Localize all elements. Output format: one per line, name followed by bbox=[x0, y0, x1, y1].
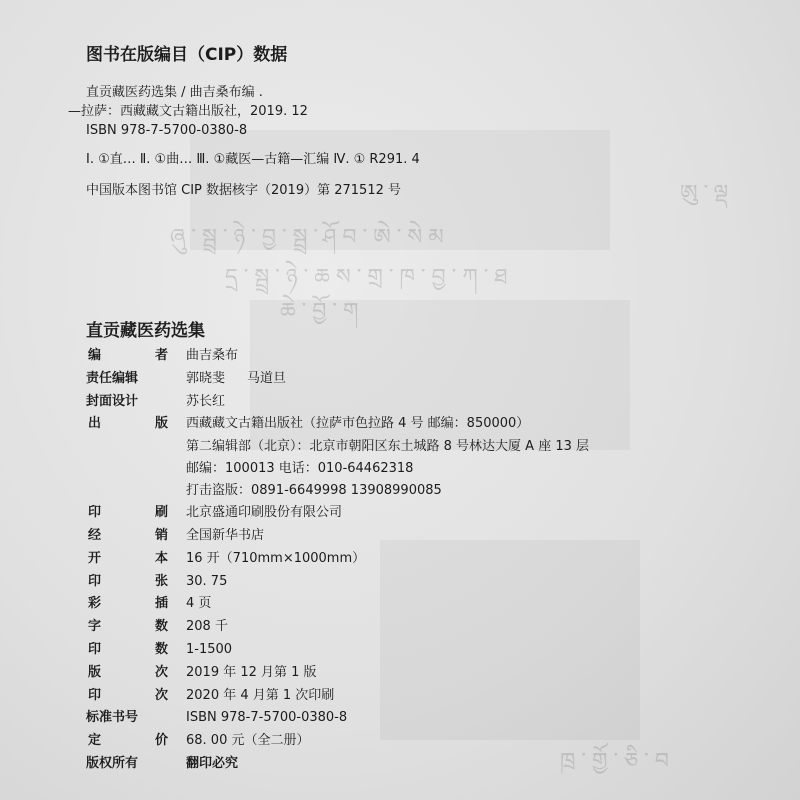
info-row-format bbox=[86, 548, 589, 571]
info-value: 2020 年 4 月第 1 次印刷 bbox=[186, 687, 335, 703]
info-row-sheets bbox=[86, 571, 589, 594]
info-value: 邮编：100013 电话：010-64462318 bbox=[186, 461, 414, 477]
info-label: 印 数 bbox=[88, 641, 168, 657]
cip-isbn-line: ISBN 978-7-5700-0380-8 bbox=[86, 123, 248, 138]
info-value: 1-1500 bbox=[186, 641, 233, 657]
info-label: 印 刷 bbox=[88, 505, 168, 521]
info-label: 印 次 bbox=[88, 687, 168, 703]
info-label: 出 版 bbox=[88, 416, 168, 432]
info-value: 翻印必究 bbox=[186, 755, 239, 771]
show-through-script: ཆེ་བྱོ་ག bbox=[280, 299, 365, 324]
book-title: 直贡藏医药选集 bbox=[86, 321, 205, 341]
info-row-publisher-cont bbox=[86, 480, 589, 502]
cip-title: 图书在版编目（CIP）数据 bbox=[86, 45, 288, 65]
info-value: 30. 75 bbox=[186, 573, 228, 589]
info-value: 68. 00 元（全二册） bbox=[186, 733, 310, 749]
cip-book-line: 直贡藏医药选集 / 曲吉桑布编 . bbox=[86, 85, 263, 100]
info-row-word-count bbox=[86, 616, 589, 639]
cip-record-line: 中国版本图书馆 CIP 数据核字（2019）第 271512 号 bbox=[86, 183, 401, 198]
info-value: 打击盗版：0891-6649998 13908990085 bbox=[186, 483, 442, 499]
info-row-editor bbox=[86, 345, 589, 368]
show-through-script: ཨུ་ལྡ bbox=[680, 181, 735, 206]
info-label: 开 本 bbox=[88, 550, 168, 566]
info-value: 第二编辑部（北京）：北京市朝阳区东土城路 8 号林达大厦 A 座 13 层 bbox=[186, 439, 590, 455]
show-through-script: ཞུ་སྦྲ་ཉེ་བྱ་སྦྲ་ཤོབ་ཨེ་སེམ bbox=[170, 225, 450, 250]
info-value: 16 开（710mm×1000mm） bbox=[186, 550, 366, 566]
info-row-impression bbox=[86, 685, 589, 708]
info-row-print-run bbox=[86, 639, 589, 662]
info-label: 字 数 bbox=[88, 619, 168, 635]
info-value: 郭晓斐 bbox=[186, 370, 226, 386]
info-label: 责任编辑 bbox=[86, 370, 139, 386]
show-through-script: དྲ་སྦྲ་ཉེ་ཆས་གྲ་ཁ་བྱ་ཀ་ཐ bbox=[225, 265, 514, 290]
info-row-publisher-cont bbox=[86, 458, 589, 480]
info-row-copyright bbox=[86, 753, 589, 776]
info-label: 经 销 bbox=[88, 527, 168, 543]
publication-info bbox=[86, 345, 589, 776]
info-label: 标准书号 bbox=[86, 710, 139, 726]
cip-block bbox=[68, 40, 420, 200]
info-row-publisher-cont bbox=[86, 436, 589, 458]
info-row-edition bbox=[86, 662, 589, 685]
info-value: 208 千 bbox=[186, 619, 228, 635]
info-value: 北京盛通印刷股份有限公司 bbox=[186, 505, 343, 521]
info-label: 彩 插 bbox=[88, 596, 168, 612]
info-row-responsible-editor bbox=[86, 368, 589, 391]
info-label: 印 张 bbox=[88, 573, 168, 589]
info-value: 西藏藏文古籍出版社（拉萨市色拉路 4 号 邮编：850000） bbox=[186, 416, 530, 432]
info-value: ISBN 978-7-5700-0380-8 bbox=[186, 710, 348, 726]
info-value: 曲吉桑布 bbox=[186, 348, 239, 363]
info-label: 定 价 bbox=[88, 733, 168, 749]
info-label: 版 次 bbox=[88, 664, 168, 680]
info-row-isbn bbox=[86, 707, 589, 730]
cip-publisher-line: —拉萨：西藏藏文古籍出版社，2019. 12 bbox=[68, 104, 308, 119]
info-label: 封面设计 bbox=[86, 393, 139, 409]
info-row-publisher bbox=[86, 413, 589, 436]
info-row-cover-design bbox=[86, 391, 589, 414]
info-value: 2019 年 12 月第 1 版 bbox=[186, 664, 317, 680]
info-row-distributor bbox=[86, 525, 589, 548]
info-row-printer bbox=[86, 502, 589, 525]
cip-classification-line: Ⅰ. ①直… Ⅱ. ①曲… Ⅲ. ①藏医—古籍—汇编 Ⅳ. ① R291. 4 bbox=[86, 152, 420, 167]
info-value: 苏长红 bbox=[186, 393, 226, 409]
info-label: 编 者 bbox=[88, 348, 168, 363]
show-through-script: ཁྲ་གྱོ་ཅི་བ bbox=[560, 749, 675, 774]
info-row-price bbox=[86, 730, 589, 753]
info-label: 版权所有 bbox=[86, 755, 139, 771]
info-value: 4 页 bbox=[186, 596, 212, 612]
info-value: 马道旦 bbox=[247, 370, 287, 386]
info-value: 全国新华书店 bbox=[186, 527, 265, 543]
info-row-color-plates bbox=[86, 593, 589, 616]
